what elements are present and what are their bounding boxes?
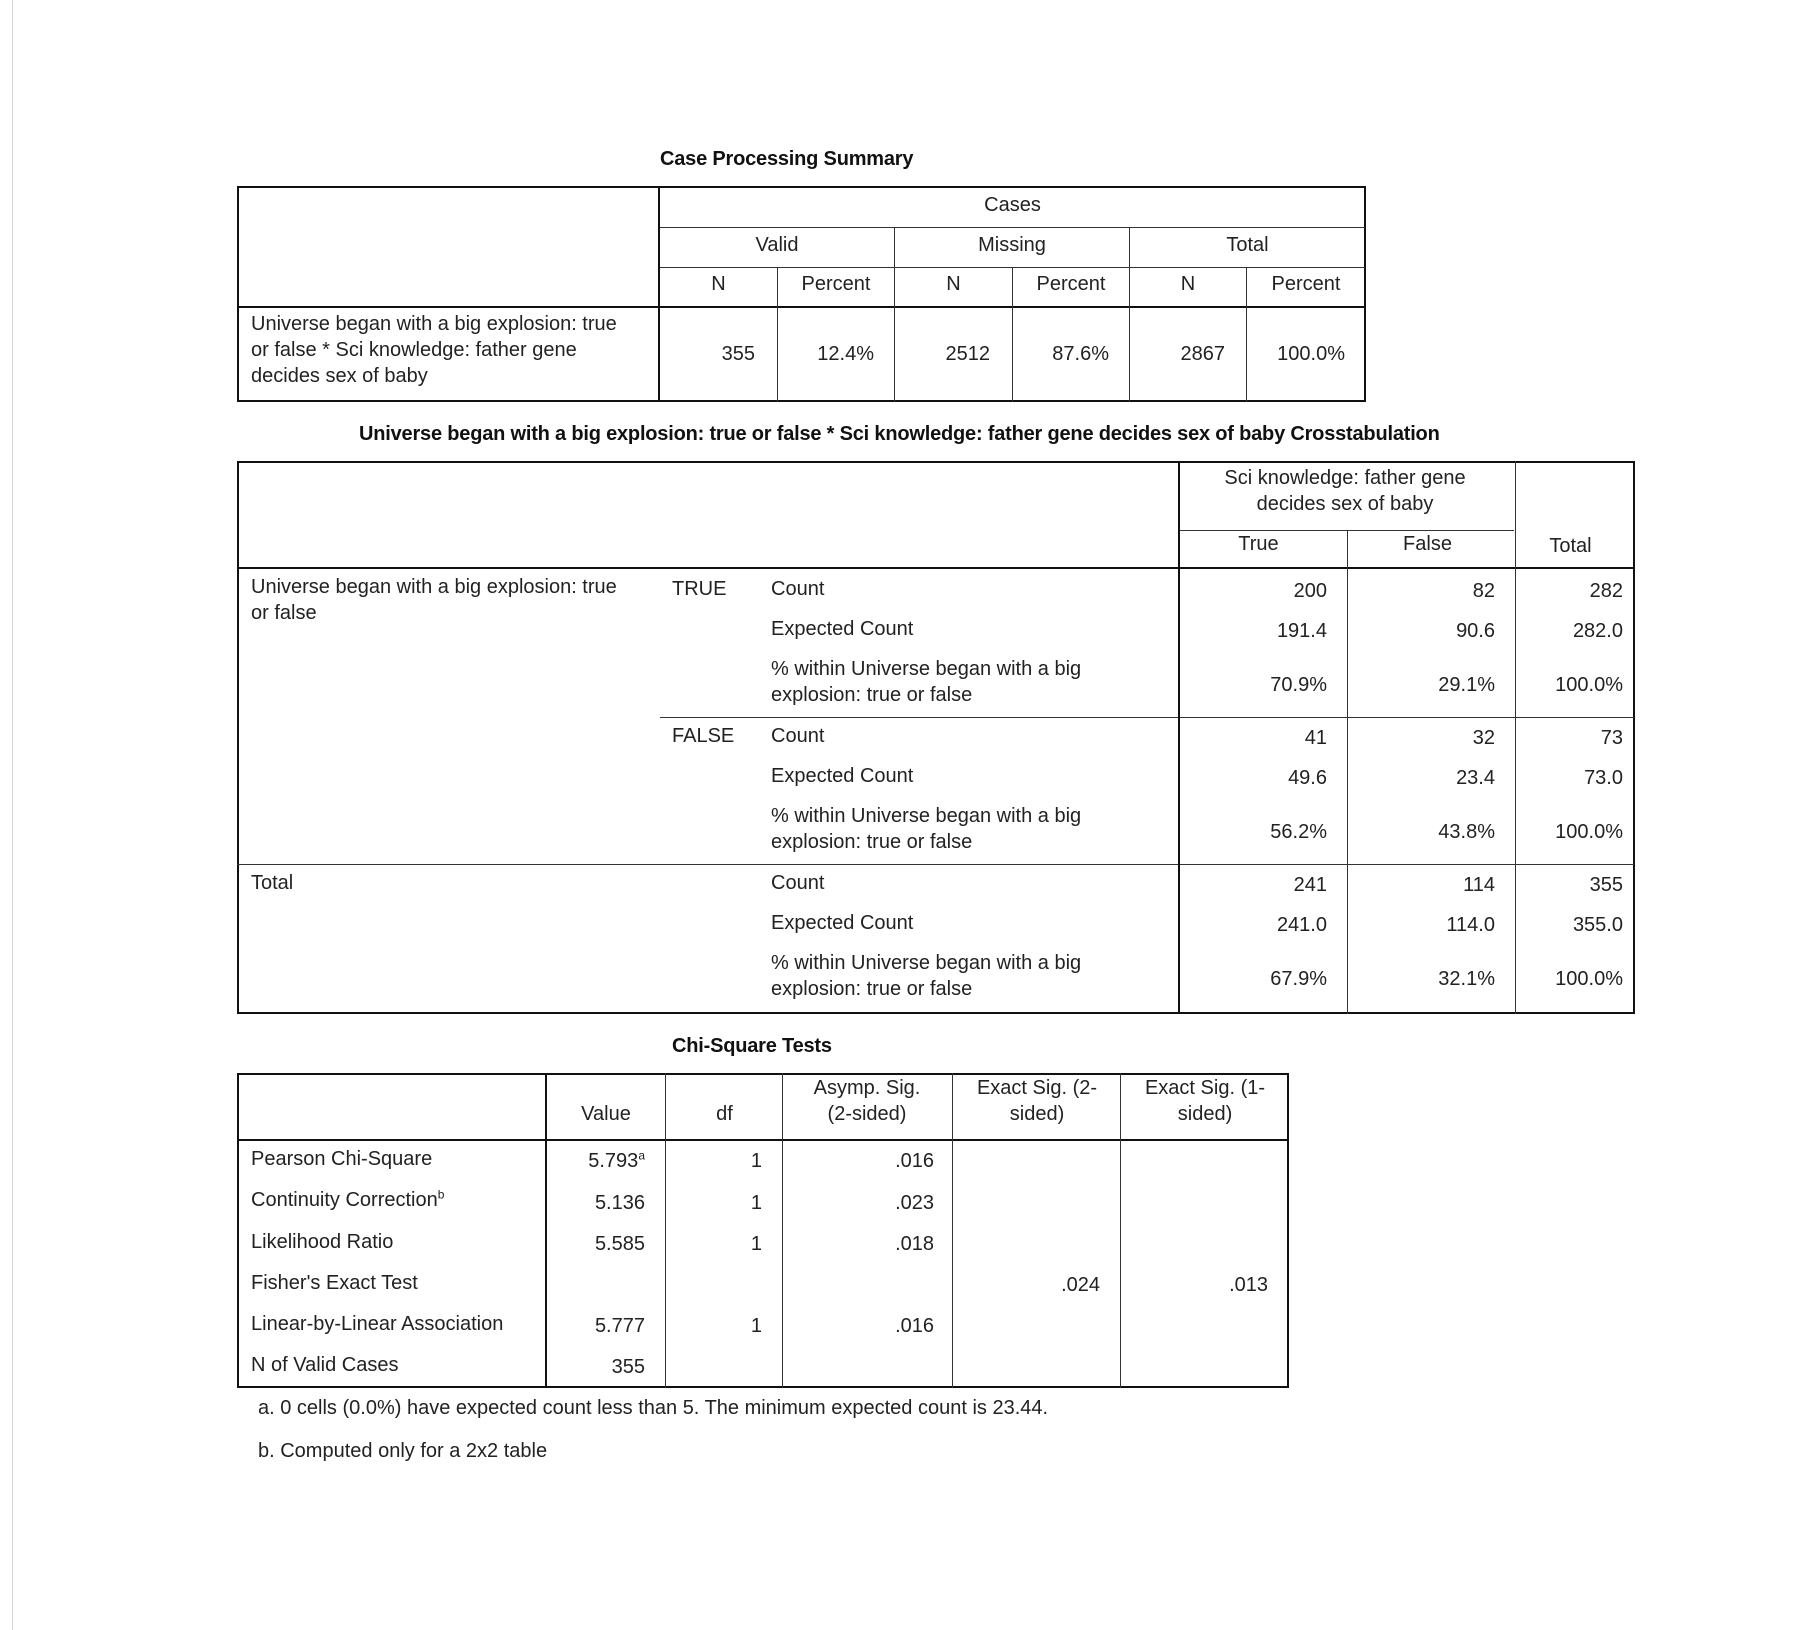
chi-square-rule — [952, 1073, 953, 1388]
table-cell: 241.0 — [1276, 914, 1327, 936]
table-cell: 43.8% — [1438, 821, 1495, 843]
crosstab-row-label-false: FALSE — [672, 725, 735, 747]
chi-square-rule — [237, 1139, 1288, 1141]
stat-label: Expected Count — [771, 765, 914, 787]
chi-row-label: Linear-by-Linear Association — [251, 1313, 504, 1335]
group-header-total: Total — [1226, 234, 1269, 256]
crosstab-title: Universe began with a big explosion: true or false * Sci knowledge: father gene decides sex of baby Crosstabulation — [359, 423, 1440, 445]
stat-label: Count — [771, 578, 825, 600]
stat-label: Expected Count — [771, 912, 914, 934]
table-cell: 114 — [1463, 874, 1495, 896]
table-cell: 355 — [1589, 874, 1623, 896]
table-cell: 191.4 — [1276, 620, 1327, 642]
table-cell: 1 — [750, 1150, 762, 1172]
sub-header: N — [711, 273, 726, 295]
crosstab-row-label-total: Total — [251, 872, 294, 894]
crosstab-rule — [1515, 461, 1516, 1014]
table-cell: 5.585 — [594, 1233, 645, 1255]
group-header-valid: Valid — [755, 234, 799, 256]
chi-square-rule — [782, 1073, 783, 1388]
stat-label: % within Universe began with a big explosion: true or false — [771, 952, 1082, 1000]
table-cell: 5.136 — [594, 1192, 645, 1214]
table-cell: .016 — [895, 1150, 934, 1172]
crosstab-column-group-header: Sci knowledge: father gene decides sex of baby — [1224, 467, 1466, 515]
chi-header-asymp: Asymp. Sig. (2-sided) — [813, 1077, 921, 1125]
crosstab-rule — [237, 864, 1634, 865]
footnote-a: a. 0 cells (0.0%) have expected count less than 5. The minimum expected count is 23.44. — [258, 1397, 1049, 1419]
table-cell: 200 — [1293, 580, 1327, 602]
stat-label: % within Universe began with a big explosion: true or false — [771, 658, 1082, 706]
footnote-marker: a — [638, 1148, 645, 1163]
crosstab-col-header-true: True — [1238, 533, 1279, 555]
sub-header: Percent — [801, 273, 871, 295]
table-cell: 355.0 — [1572, 914, 1623, 936]
footnote-b: b. Computed only for a 2x2 table — [258, 1440, 548, 1462]
table-cell: 100.0% — [1555, 821, 1623, 843]
table-cell: 100.0% — [1277, 343, 1345, 365]
table-cell: 282 — [1589, 580, 1623, 602]
stat-label: Count — [771, 872, 825, 894]
table-cell: .018 — [895, 1233, 934, 1255]
table-cell: 114.0 — [1446, 914, 1495, 936]
table-cell: 73.0 — [1584, 767, 1623, 789]
table-cell: 1 — [750, 1315, 762, 1337]
table-cell: 1 — [750, 1192, 762, 1214]
crosstab-col-header-total: Total — [1549, 535, 1592, 557]
crosstab-row-variable: Universe began with a big explosion: true or false — [251, 576, 617, 624]
table-cell: 2867 — [1180, 343, 1225, 365]
table-cell: 5.777 — [594, 1315, 645, 1337]
table-cell: 29.1% — [1438, 674, 1495, 696]
chi-header-exact1: Exact Sig. (1-sided) — [1144, 1077, 1266, 1125]
stat-label: Expected Count — [771, 618, 914, 640]
case-summary-rule — [658, 227, 1365, 228]
table-cell: 100.0% — [1555, 674, 1623, 696]
crosstab-rule — [1347, 530, 1348, 1014]
sub-header: Percent — [1271, 273, 1341, 295]
table-cell: 73 — [1600, 727, 1623, 749]
chi-square-rule — [1120, 1073, 1121, 1388]
table-cell: .013 — [1229, 1274, 1268, 1296]
sub-header: Percent — [1036, 273, 1106, 295]
table-cell: 12.4% — [817, 343, 874, 365]
chi-row-label: Continuity Correction$^b$ — [251, 1187, 445, 1211]
table-cell: .016 — [895, 1315, 934, 1337]
table-cell: 23.4 — [1456, 767, 1495, 789]
footnote-marker: b — [437, 1187, 445, 1202]
chi-header-exact2: Exact Sig. (2-sided) — [976, 1077, 1098, 1125]
table-cell: 32 — [1472, 727, 1495, 749]
chi-row-label: N of Valid Cases — [251, 1354, 399, 1376]
table-cell: 355 — [721, 343, 755, 365]
chi-square-title: Chi-Square Tests — [672, 1035, 832, 1057]
crosstab-rule — [237, 567, 1634, 569]
case-summary-row-label: Universe began with a big explosion: true or false * Sci knowledge: father gene decides sex of baby — [251, 313, 617, 387]
table-cell: 87.6% — [1052, 343, 1109, 365]
table-cell: 355 — [611, 1356, 645, 1378]
table-cell: 100.0% — [1555, 968, 1623, 990]
table-cell: 241 — [1293, 874, 1327, 896]
chi-row-label: Pearson Chi-Square — [251, 1148, 433, 1170]
table-cell: 56.2% — [1270, 821, 1327, 843]
table-cell: .024 — [1061, 1274, 1100, 1296]
case-summary-title: Case Processing Summary — [660, 148, 914, 170]
crosstab-row-label-true: TRUE — [672, 578, 727, 600]
table-cell: 32.1% — [1438, 968, 1495, 990]
stat-label: % within Universe began with a big explosion: true or false — [771, 805, 1082, 853]
table-cell: 282.0 — [1572, 620, 1623, 642]
table-cell: 67.9% — [1270, 968, 1327, 990]
sub-header: N — [946, 273, 961, 295]
table-cell: .023 — [895, 1192, 934, 1214]
table-cell: 1 — [750, 1233, 762, 1255]
table-cell: 41 — [1304, 727, 1327, 749]
table-cell: 49.6 — [1288, 767, 1327, 789]
table-cell: 82 — [1472, 580, 1495, 602]
table-cell: 90.6 — [1456, 620, 1495, 642]
chi-row-label: Likelihood Ratio — [251, 1231, 394, 1253]
crosstab-rule — [660, 717, 1634, 718]
table-cell: 70.9% — [1270, 674, 1327, 696]
stat-label: Count — [771, 725, 825, 747]
page-left-border — [12, 0, 13, 1630]
chi-header-df: df — [716, 1103, 733, 1125]
case-summary-rule — [237, 306, 1365, 308]
sub-header: N — [1180, 273, 1196, 295]
table-cell: 2512 — [945, 343, 990, 365]
group-header-missing: Missing — [978, 234, 1046, 256]
table-cell: 5.793$^a$ — [588, 1148, 645, 1172]
chi-header-value: Value — [581, 1103, 631, 1125]
chi-row-label: Fisher's Exact Test — [251, 1272, 418, 1294]
cases-header: Cases — [984, 194, 1041, 216]
chi-square-rule — [665, 1073, 666, 1388]
crosstab-col-header-false: False — [1403, 533, 1452, 555]
